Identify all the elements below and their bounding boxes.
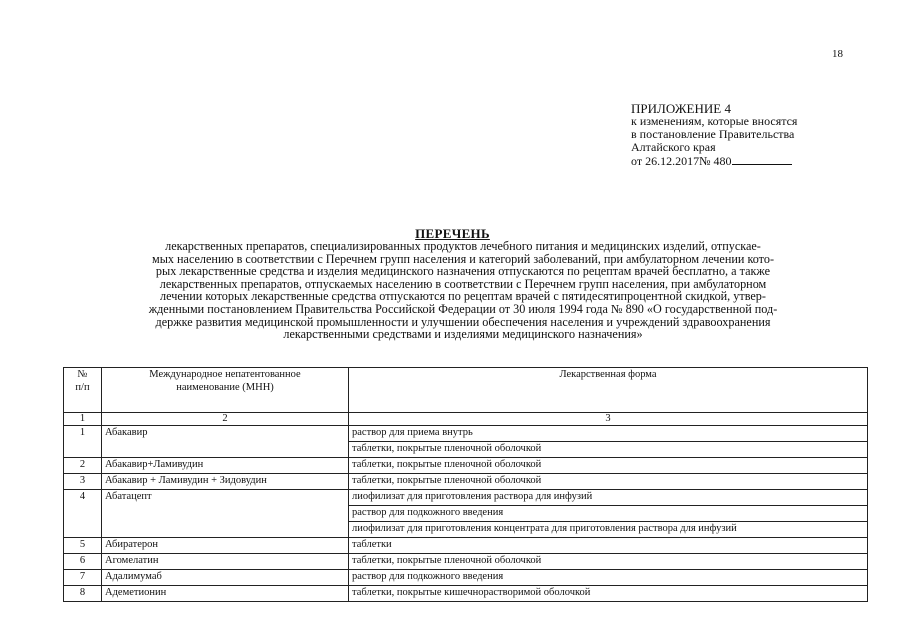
dosage-form: таблетки, покрытые пленочной оболочкой [349,458,868,474]
drug-inn-name: Абакавир [102,426,349,458]
drug-inn-name: Адалимумаб [102,570,349,586]
signature-blank-line [732,154,792,165]
header-inn-line2: наименование (МНН) [176,382,274,393]
description-line: лекарственных препаратов, отпускаемых населению в соответствии с Перечнем групп населения, при амбулаторном [159,276,767,291]
header-number [64,368,102,413]
drug-inn-name: Абакавир+Ламивудин [102,458,349,474]
row-number: 5 [64,538,102,554]
dosage-form: таблетки, покрытые пленочной оболочкой [349,474,868,490]
description-line: держке развития медицинской промышленности и улучшении обеспечения населения и учреждений здравоохранения [155,314,771,329]
table-row [64,570,868,586]
dosage-form: лиофилизат для приготовления раствора для инфузий [349,490,868,506]
row-number: 1 [64,426,102,458]
list-title: ПЕРЕЧЕНЬ [415,226,490,241]
drug-inn-name: Агомелатин [102,554,349,570]
page-number: 18 [832,48,843,60]
appendix-line-1: к изменениям, которые вносятся [631,114,798,128]
column-number: 3 [349,413,868,426]
table-row [64,554,868,570]
column-number: 2 [102,413,349,426]
drug-inn-name: Адеметионин [102,586,349,602]
table-row [64,426,868,442]
dosage-form: раствор для приема внутрь [349,426,868,442]
header-number-line1: № [77,369,88,380]
table-row [64,538,868,554]
description-line: лекарственными средствами и изделиями медицинского назначения» [283,327,643,342]
table-row [64,474,868,490]
appendix-date: от 26.12.2017№ 480 [631,154,732,168]
drug-inn-name: Абакавир + Ламивудин + Зидовудин [102,474,349,490]
drug-list-table [63,367,868,602]
description-line: лекарственных препаратов, специализированных продуктов лечебного питания и медицинских изделий, отпускае- [165,239,761,253]
list-description [58,240,868,341]
description-line: лечении которых лекарственные средства отпускаются по рецептам врачей с пятидесятипроцентной скидкой, утвер- [160,289,766,304]
description-line: мых населению в соответствии с Перечнем групп населения и категорий заболеваний, при амбулаторном лечении кото- [151,251,775,266]
appendix-line-4 [631,154,871,168]
appendix-block [631,102,871,168]
appendix-line-3: Алтайского края [631,140,716,154]
description-line: рых лекарственные средства и изделия медицинского назначения отпускаются по рецептам врачей бесплатно, а также [155,264,771,279]
table-header-row [64,368,868,413]
dosage-form: таблетки [349,538,868,554]
dosage-form: лиофилизат для приготовления концентрата для приготовления раствора для инфузий [349,522,868,538]
table-row [64,586,868,602]
dosage-form: таблетки, покрытые пленочной оболочкой [349,554,868,570]
header-number-line2: п/п [75,382,90,393]
column-number: 1 [64,413,102,426]
row-number: 8 [64,586,102,602]
appendix-title: ПРИЛОЖЕНИЕ 4 [631,101,731,116]
dosage-form: таблетки, покрытые кишечнорастворимой оболочкой [349,586,868,602]
dosage-form: таблетки, покрытые пленочной оболочкой [349,442,868,458]
dosage-form: раствор для подкожного введения [349,506,868,522]
header-inn-name [102,368,349,413]
header-dosage-form: Лекарственная форма [349,368,868,413]
column-number-row [64,413,868,426]
row-number: 3 [64,474,102,490]
table-row [64,490,868,506]
table-row [64,458,868,474]
header-inn-line1: Международное непатентованное [149,369,301,380]
row-number: 2 [64,458,102,474]
drug-inn-name: Абиратерон [102,538,349,554]
row-number: 4 [64,490,102,538]
dosage-form: раствор для подкожного введения [349,570,868,586]
row-number: 6 [64,554,102,570]
appendix-line-2: в постановление Правительства [631,127,795,141]
drug-inn-name: Абатацепт [102,490,349,538]
description-line: жденными постановлением Правительства Российской Федерации от 30 июля 1994 года № 890 «О государственной под- [148,301,778,316]
row-number: 7 [64,570,102,586]
